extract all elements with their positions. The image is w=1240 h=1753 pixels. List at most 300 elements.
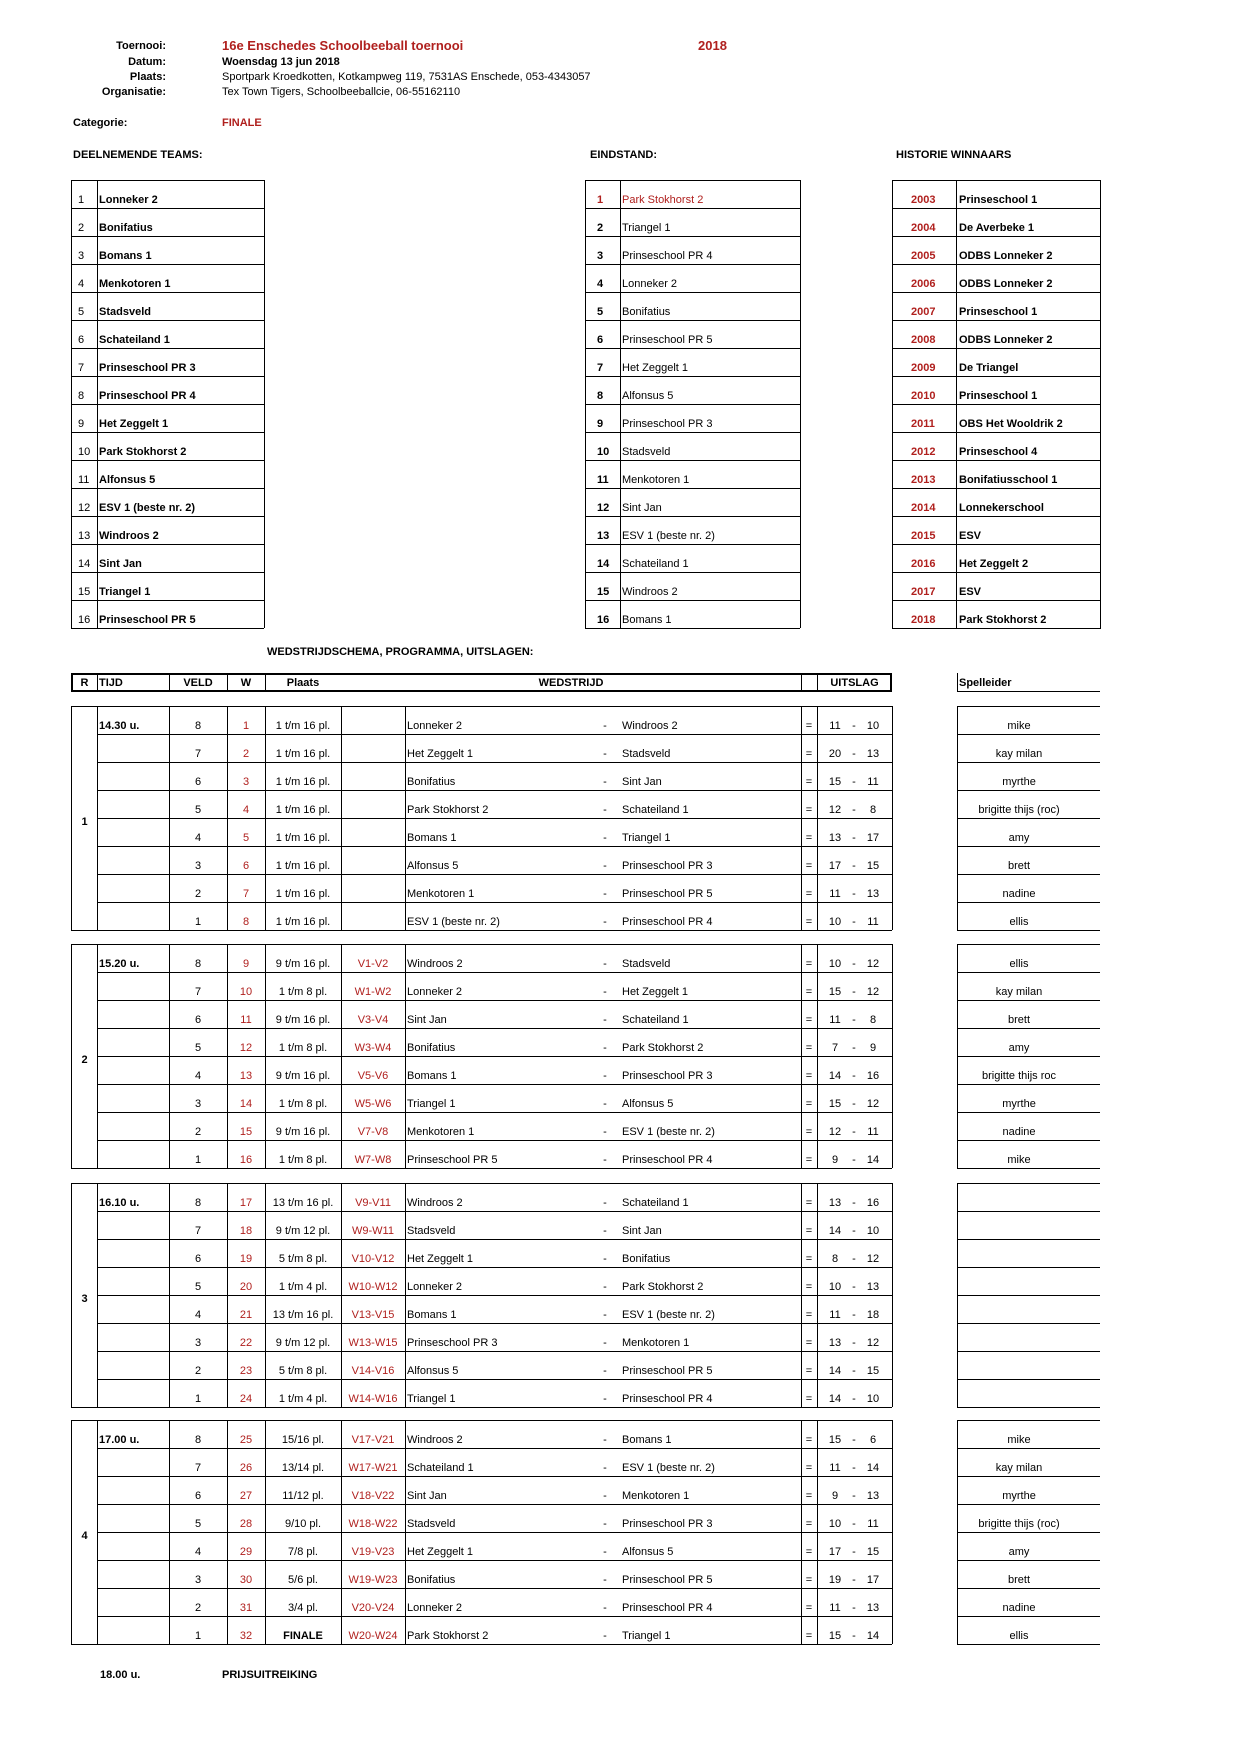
match-score-home: 10 <box>828 1518 842 1530</box>
match-dash: - <box>603 1253 607 1265</box>
match-plaats: 1 t/m 8 pl. <box>278 986 328 998</box>
match-score-away: 14 <box>866 1462 880 1474</box>
grid-line <box>71 376 264 377</box>
match-away-team: Bomans 1 <box>622 1434 672 1446</box>
grid-line <box>71 628 264 629</box>
grid-line <box>97 930 892 931</box>
match-away-team: Schateiland 1 <box>622 804 689 816</box>
team-number: 16 <box>78 614 91 626</box>
grid-line <box>71 944 892 945</box>
team-name: Het Zeggelt 1 <box>99 418 169 430</box>
match-plaats: 9 t/m 12 pl. <box>275 1337 331 1349</box>
team-number: 5 <box>78 306 85 318</box>
section-schema-heading: WEDSTRIJDSCHEMA, PROGRAMMA, UITSLAGEN: <box>267 646 534 658</box>
match-plaats: 7/8 pl. <box>288 1546 318 1558</box>
match-home-team: Bomans 1 <box>407 1309 457 1321</box>
match-number: 5 <box>242 832 250 844</box>
match-score-home: 13 <box>828 1337 842 1349</box>
match-veld: 8 <box>194 958 202 970</box>
grid-line <box>97 1560 892 1561</box>
col-header-tijd: TIJD <box>99 677 123 689</box>
grid-line <box>97 1000 892 1001</box>
team-name: Menkotoren 1 <box>99 278 171 290</box>
team-number: 9 <box>78 418 85 430</box>
match-plaats: 15/16 pl. <box>281 1434 325 1446</box>
grid-line <box>957 734 1100 735</box>
match-home-team: Stadsveld <box>407 1225 456 1237</box>
match-number: 19 <box>239 1253 253 1265</box>
match-home-team: Bomans 1 <box>407 832 457 844</box>
match-score-dash: - <box>852 1546 856 1558</box>
team-name: Sint Jan <box>99 558 142 570</box>
match-equals: = <box>805 1546 813 1558</box>
match-score-home: 15 <box>828 1434 842 1446</box>
grid-line <box>71 1168 97 1169</box>
team-number: 2 <box>78 222 85 234</box>
match-home-team: Menkotoren 1 <box>407 888 475 900</box>
grid-line <box>957 691 1100 692</box>
standing-rank: 6 <box>597 334 604 346</box>
grid-line <box>892 706 893 930</box>
history-year: 2010 <box>911 390 936 402</box>
match-dash: - <box>603 1518 607 1530</box>
match-spelleider: brett <box>1007 1574 1030 1586</box>
grid-line <box>957 1560 1100 1561</box>
grid-line <box>957 1056 1100 1057</box>
match-home-team: Schateiland 1 <box>407 1462 474 1474</box>
match-veld: 7 <box>194 1462 202 1474</box>
grid-line <box>71 320 264 321</box>
match-score-away: 11 <box>867 1126 879 1138</box>
team-number: 1 <box>78 194 85 206</box>
round-time: 15.20 u. <box>99 958 140 970</box>
match-code: V13-V15 <box>351 1309 395 1321</box>
match-home-team: Windroos 2 <box>407 1434 463 1446</box>
match-score-away: 13 <box>866 888 880 900</box>
match-number: 8 <box>242 916 250 928</box>
match-away-team: Menkotoren 1 <box>622 1337 690 1349</box>
match-home-team: Bonifatius <box>407 1574 456 1586</box>
match-score-away: 12 <box>866 1098 880 1110</box>
match-number: 11 <box>240 1014 252 1026</box>
match-dash: - <box>603 720 607 732</box>
grid-line <box>957 790 1100 791</box>
grid-line <box>97 1504 892 1505</box>
history-winner: Park Stokhorst 2 <box>959 614 1047 626</box>
match-score-away: 11 <box>867 916 879 928</box>
match-score-away: 16 <box>866 1070 880 1082</box>
match-score-dash: - <box>852 1365 856 1377</box>
match-code: W9-W11 <box>352 1225 394 1237</box>
grid-line <box>957 1183 1100 1184</box>
standing-team: Alfonsus 5 <box>622 390 674 402</box>
grid-line <box>892 404 1101 405</box>
match-home-team: Sint Jan <box>407 1014 447 1026</box>
match-score-home: 19 <box>828 1574 842 1586</box>
tournament-location: Sportpark Kroedkotten, Kotkampweg 119, 7531AS Enschede, 053-4343057 <box>222 71 591 83</box>
match-code: V18-V22 <box>351 1490 395 1502</box>
standing-rank: 4 <box>597 278 604 290</box>
match-number: 10 <box>239 986 253 998</box>
history-winner: Lonnekerschool <box>959 502 1044 514</box>
match-score-away: 10 <box>866 1225 880 1237</box>
history-winner: ESV <box>959 530 982 542</box>
match-veld: 4 <box>194 832 202 844</box>
standing-team: Lonneker 2 <box>622 278 678 290</box>
history-year: 2018 <box>911 614 936 626</box>
standing-rank: 11 <box>597 474 609 486</box>
history-winner: De Averbeke 1 <box>959 222 1035 234</box>
match-equals: = <box>805 1154 813 1166</box>
match-equals: = <box>805 1337 813 1349</box>
grid-line <box>97 1168 892 1169</box>
match-equals: = <box>805 1462 813 1474</box>
match-plaats: 11/12 pl. <box>282 1490 324 1502</box>
grid-line <box>957 818 1100 819</box>
standing-team: Prinseschool PR 4 <box>622 250 713 262</box>
label-plaats: Plaats: <box>129 71 166 83</box>
col-header-spelleider: Spelleider <box>959 677 1012 689</box>
match-away-team: Stadsveld <box>622 958 671 970</box>
team-number: 4 <box>78 278 85 290</box>
team-number: 15 <box>78 586 91 598</box>
match-away-team: Schateiland 1 <box>622 1197 689 1209</box>
match-veld: 5 <box>194 804 202 816</box>
match-equals: = <box>805 1393 813 1405</box>
match-equals: = <box>805 1434 813 1446</box>
match-dash: - <box>603 748 607 760</box>
match-veld: 1 <box>194 916 202 928</box>
match-score-dash: - <box>852 832 856 844</box>
match-score-home: 11 <box>829 1602 841 1614</box>
grid-line <box>585 628 800 629</box>
match-code: V9-V11 <box>355 1197 391 1209</box>
grid-line <box>97 762 892 763</box>
history-winner: Bonifatiusschool 1 <box>959 474 1058 486</box>
grid-line <box>957 1644 1100 1645</box>
match-score-home: 15 <box>828 1098 842 1110</box>
match-plaats: 1 t/m 8 pl. <box>278 1098 328 1110</box>
match-dash: - <box>603 1126 607 1138</box>
standing-rank: 10 <box>597 446 610 458</box>
match-plaats: 1 t/m 4 pl. <box>278 1281 328 1293</box>
match-score-home: 13 <box>828 832 842 844</box>
match-spelleider: brett <box>1007 1014 1030 1026</box>
grid-line <box>957 673 958 692</box>
match-score-dash: - <box>852 1281 856 1293</box>
team-number: 6 <box>78 334 85 346</box>
match-score-away: 8 <box>869 1014 877 1026</box>
grid-line <box>71 572 264 573</box>
match-home-team: Bonifatius <box>407 1042 456 1054</box>
match-score-away: 15 <box>866 1365 880 1377</box>
match-home-team: Alfonsus 5 <box>407 860 459 872</box>
match-plaats: 1 t/m 16 pl. <box>275 720 331 732</box>
match-home-team: Bomans 1 <box>407 1070 457 1082</box>
match-score-home: 7 <box>831 1042 839 1054</box>
match-away-team: Prinseschool PR 5 <box>622 888 713 900</box>
match-number: 27 <box>239 1490 253 1502</box>
standing-rank: 1 <box>597 194 604 206</box>
grid-line <box>71 1644 97 1645</box>
match-equals: = <box>805 1197 813 1209</box>
match-veld: 6 <box>194 1253 202 1265</box>
grid-line <box>957 902 1100 903</box>
grid-line <box>892 432 1101 433</box>
tournament-organisation: Tex Town Tigers, Schoolbeeballcie, 06-55162110 <box>222 86 461 98</box>
grid-line <box>97 1211 892 1212</box>
grid-line <box>957 944 1100 945</box>
match-spelleider: myrthe <box>1002 1098 1036 1110</box>
match-equals: = <box>805 1602 813 1614</box>
grid-line <box>957 1351 1100 1352</box>
history-year: 2016 <box>911 558 936 570</box>
grid-line <box>71 488 264 489</box>
match-veld: 4 <box>194 1070 202 1082</box>
history-year: 2011 <box>911 418 935 430</box>
grid-line <box>957 1267 1100 1268</box>
match-equals: = <box>805 720 813 732</box>
match-veld: 2 <box>194 1602 202 1614</box>
grid-line <box>71 180 264 181</box>
match-away-team: Park Stokhorst 2 <box>622 1042 704 1054</box>
history-year: 2017 <box>911 586 936 598</box>
match-home-team: Prinseschool PR 5 <box>407 1154 498 1166</box>
match-plaats: 13 t/m 16 pl. <box>272 1309 334 1321</box>
grid-line <box>97 972 892 973</box>
match-number: 28 <box>239 1518 253 1530</box>
match-spelleider: brigitte thijs (roc) <box>978 804 1060 816</box>
match-score-home: 9 <box>831 1490 839 1502</box>
grid-line <box>71 236 264 237</box>
standing-team: Prinseschool PR 5 <box>622 334 713 346</box>
grid-line <box>957 874 1100 875</box>
history-year: 2009 <box>911 362 936 374</box>
match-dash: - <box>603 1098 607 1110</box>
match-spelleider: nadine <box>1002 888 1036 900</box>
match-away-team: Prinseschool PR 3 <box>622 1070 713 1082</box>
grid-line <box>957 1112 1100 1113</box>
match-veld: 8 <box>194 1197 202 1209</box>
match-number: 14 <box>239 1098 253 1110</box>
grid-line <box>957 1379 1100 1380</box>
grid-line <box>97 1028 892 1029</box>
match-dash: - <box>603 1014 607 1026</box>
match-score-home: 15 <box>828 776 842 788</box>
team-name: Schateiland 1 <box>99 334 170 346</box>
match-score-away: 14 <box>866 1630 880 1642</box>
match-away-team: ESV 1 (beste nr. 2) <box>622 1309 715 1321</box>
match-score-dash: - <box>852 1253 856 1265</box>
match-spelleider: brigitte thijs roc <box>982 1070 1056 1082</box>
match-spelleider: ellis <box>1009 958 1029 970</box>
grid-line <box>585 404 800 405</box>
round-number: 4 <box>81 1530 88 1542</box>
history-winner: Prinseschool 1 <box>959 194 1038 206</box>
grid-line <box>892 460 1101 461</box>
label-toernooi: Toernooi: <box>116 40 166 52</box>
match-score-home: 12 <box>828 804 842 816</box>
match-number: 17 <box>239 1197 253 1209</box>
team-name: Stadsveld <box>99 306 151 318</box>
match-number: 7 <box>242 888 250 900</box>
match-away-team: Prinseschool PR 4 <box>622 1154 713 1166</box>
match-plaats: 5/6 pl. <box>288 1574 318 1586</box>
match-dash: - <box>603 958 607 970</box>
grid-line <box>71 1183 892 1184</box>
match-equals: = <box>805 1574 813 1586</box>
standing-rank: 12 <box>597 502 610 514</box>
match-code: W14-W16 <box>348 1393 398 1405</box>
round-time: 17.00 u. <box>99 1434 140 1446</box>
grid-line <box>71 292 264 293</box>
match-score-away: 13 <box>866 748 880 760</box>
grid-line <box>957 1504 1100 1505</box>
match-dash: - <box>603 1490 607 1502</box>
match-score-away: 15 <box>866 1546 880 1558</box>
match-score-home: 12 <box>828 1126 842 1138</box>
grid-line <box>585 376 800 377</box>
grid-line <box>71 706 892 707</box>
grid-line <box>957 1028 1100 1029</box>
match-score-home: 14 <box>828 1365 842 1377</box>
match-equals: = <box>805 1225 813 1237</box>
match-equals: = <box>805 1126 813 1138</box>
standing-rank: 7 <box>597 362 604 374</box>
match-veld: 5 <box>194 1281 202 1293</box>
match-equals: = <box>805 1309 813 1321</box>
grid-line <box>97 874 892 875</box>
standing-rank: 9 <box>597 418 604 430</box>
match-score-home: 15 <box>828 1630 842 1642</box>
match-dash: - <box>603 1546 607 1558</box>
grid-line <box>957 1448 1100 1449</box>
standing-team: ESV 1 (beste nr. 2) <box>622 530 715 542</box>
round-number: 1 <box>81 816 88 828</box>
match-away-team: Schateiland 1 <box>622 1014 689 1026</box>
match-home-team: Menkotoren 1 <box>407 1126 475 1138</box>
match-number: 30 <box>239 1574 253 1586</box>
match-number: 25 <box>239 1434 253 1446</box>
match-equals: = <box>805 1490 813 1502</box>
grid-line <box>957 1323 1100 1324</box>
grid-line <box>71 673 892 675</box>
standing-team: Prinseschool PR 3 <box>622 418 713 430</box>
grid-line <box>97 1323 892 1324</box>
match-spelleider: amy <box>1008 832 1030 844</box>
match-veld: 3 <box>194 1337 202 1349</box>
match-score-dash: - <box>852 1225 856 1237</box>
grid-line <box>892 488 1101 489</box>
match-score-away: 12 <box>866 986 880 998</box>
match-score-away: 12 <box>866 1337 880 1349</box>
grid-line <box>97 1267 892 1268</box>
grid-line <box>892 544 1101 545</box>
standing-rank: 14 <box>597 558 610 570</box>
match-plaats: 9 t/m 16 pl. <box>275 1014 331 1026</box>
grid-line <box>957 1168 1100 1169</box>
match-spelleider: kay milan <box>995 748 1043 760</box>
match-veld: 4 <box>194 1309 202 1321</box>
grid-line <box>957 1084 1100 1085</box>
tournament-category: FINALE <box>222 117 262 129</box>
match-home-team: Lonneker 2 <box>407 720 463 732</box>
match-code: V19-V23 <box>351 1546 395 1558</box>
match-dash: - <box>603 888 607 900</box>
history-year: 2005 <box>911 250 936 262</box>
standing-team: Stadsveld <box>622 446 671 458</box>
match-number: 15 <box>239 1126 253 1138</box>
grid-line <box>585 432 800 433</box>
match-home-team: Triangel 1 <box>407 1393 456 1405</box>
grid-line <box>957 1140 1100 1141</box>
grid-line <box>957 1407 1100 1408</box>
match-away-team: Triangel 1 <box>622 832 671 844</box>
match-veld: 7 <box>194 986 202 998</box>
match-spelleider: amy <box>1008 1042 1030 1054</box>
match-code: W10-W12 <box>348 1281 398 1293</box>
team-number: 8 <box>78 390 85 402</box>
grid-line <box>585 488 800 489</box>
match-score-dash: - <box>852 916 856 928</box>
match-spelleider: ellis <box>1009 1630 1029 1642</box>
match-plaats: 5 t/m 8 pl. <box>278 1253 328 1265</box>
match-veld: 2 <box>194 1126 202 1138</box>
match-veld: 6 <box>194 1490 202 1502</box>
grid-line <box>97 1140 892 1141</box>
match-equals: = <box>805 832 813 844</box>
history-year: 2015 <box>911 530 936 542</box>
match-score-dash: - <box>852 720 856 732</box>
grid-line <box>97 1295 892 1296</box>
history-winner: Prinseschool 1 <box>959 306 1038 318</box>
grid-line <box>585 348 800 349</box>
match-code: V5-V6 <box>357 1070 389 1082</box>
match-score-home: 11 <box>829 888 841 900</box>
match-spelleider: mike <box>1007 720 1031 732</box>
match-number: 24 <box>239 1393 253 1405</box>
match-away-team: Prinseschool PR 3 <box>622 860 713 872</box>
match-away-team: Bonifatius <box>622 1253 671 1265</box>
match-score-dash: - <box>852 1014 856 1026</box>
team-name: ESV 1 (beste nr. 2) <box>99 502 195 514</box>
grid-line <box>892 292 1101 293</box>
match-number: 3 <box>242 776 250 788</box>
grid-line <box>957 1295 1100 1296</box>
match-veld: 1 <box>194 1154 202 1166</box>
col-header-uitslag: UITSLAG <box>830 677 879 689</box>
grid-line <box>97 790 892 791</box>
match-score-away: 9 <box>869 1042 877 1054</box>
match-equals: = <box>805 748 813 760</box>
match-dash: - <box>603 1042 607 1054</box>
match-dash: - <box>603 1630 607 1642</box>
match-dash: - <box>603 916 607 928</box>
match-equals: = <box>805 888 813 900</box>
match-score-dash: - <box>852 1070 856 1082</box>
grid-line <box>892 376 1101 377</box>
match-score-home: 14 <box>828 1070 842 1082</box>
match-number: 26 <box>239 1462 253 1474</box>
match-score-away: 10 <box>866 720 880 732</box>
match-code: W18-W22 <box>348 1518 398 1530</box>
match-score-dash: - <box>852 1154 856 1166</box>
match-dash: - <box>603 1434 607 1446</box>
match-dash: - <box>603 1574 607 1586</box>
match-plaats: 9 t/m 16 pl. <box>275 1070 331 1082</box>
standing-rank: 16 <box>597 614 610 626</box>
grid-line <box>97 1379 892 1380</box>
